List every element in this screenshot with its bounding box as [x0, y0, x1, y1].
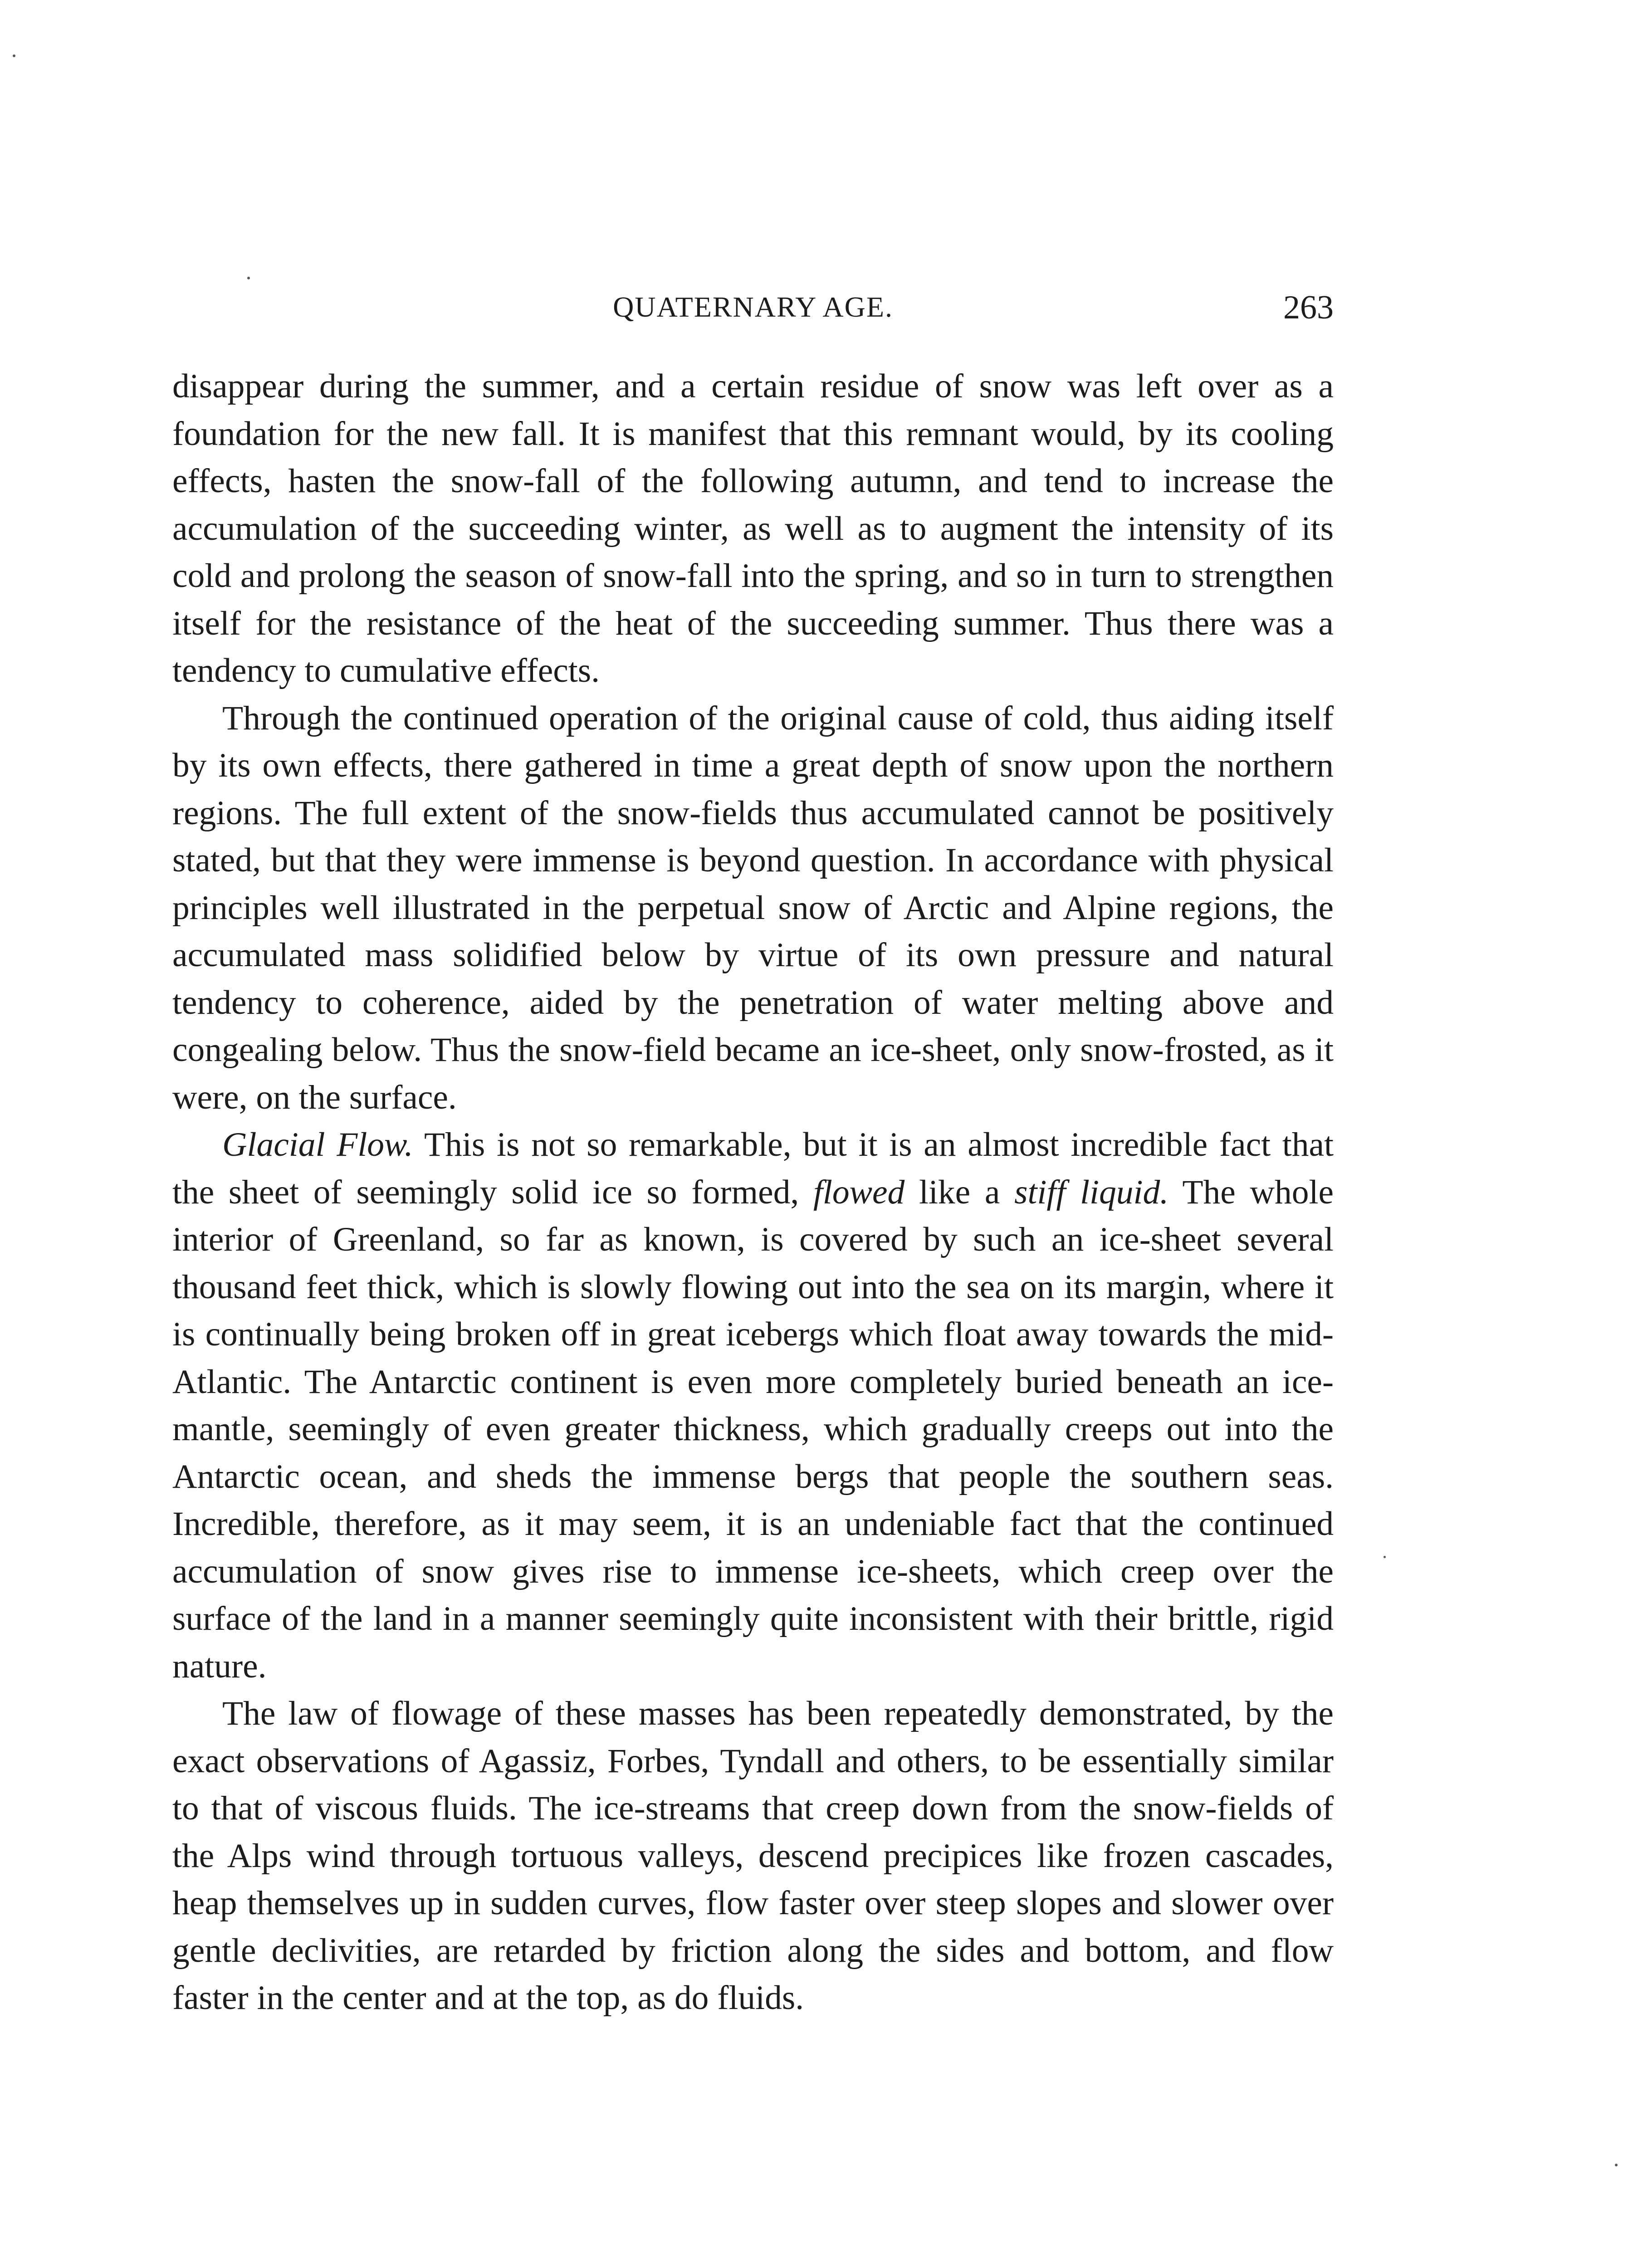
- glacial-flow-text-2: like a: [905, 1173, 1015, 1211]
- section-heading-glacial-flow: Glacial Flow.: [222, 1126, 413, 1163]
- page-number: 263: [1283, 289, 1334, 326]
- glacial-flow-text-3: The whole interior of Greenland, so far as known, is covered by such an ice-sheet several thousand feet thick, which is slowly flowing out into the sea on its margin, where it is continually being broken off in great icebergs which float away towards the mid-Atlantic. The Antarctic continent is even more completely buried beneath an ice-mantle, seemingly of even greater thickness, which gradually creeps out into the Antarctic ocean, and sheds the immense bergs that people the southern seas. Incredible, therefore, as it may seem, it is an undeniable fact that the continued accumulation of snow gives rise to immense ice-sheets, which creep over the surface of the land in a manner seemingly quite inconsistent with their brittle, rigid nature.: [172, 1173, 1334, 1685]
- paragraph-glacial-flow: [172, 1121, 1334, 1690]
- running-title: QUATERNARY AGE.: [613, 291, 893, 323]
- paper-speck: [13, 54, 15, 57]
- running-head: [172, 290, 1334, 331]
- paper-speck: [247, 277, 250, 279]
- italic-stiff-liquid: stiff liquid.: [1014, 1173, 1169, 1211]
- paragraph-law-of-flowage: The law of flowage of these masses has been repeatedly demonstrated, by the exact observations of Agassiz, Forbes, Tyndall and others, to be essentially similar to that of viscous fluids. The ice-streams that creep down from the snow-fields of the Alps wind through tortuous valleys, descend precipices like frozen cascades, heap themselves up in sudden curves, flow faster over steep slopes and slower over gentle declivities, are retarded by friction along the sides and bottom, and flow faster in the center and at the top, as do fluids.: [172, 1695, 1334, 2017]
- paper-speck: [1615, 2164, 1618, 2166]
- body-text: [172, 363, 1334, 2022]
- italic-flowed: flowed: [813, 1173, 905, 1211]
- paragraph-snow-accumulation: Through the continued operation of the original cause of cold, thus aiding itself by its own effects, there gathered in time a great depth of snow upon the northern regions. The full extent of the snow-fields thus accumulated cannot be positively stated, but that they were immense is beyond question. In accordance with physical principles well illustrated in the perpetual snow of Arctic and Alpine regions, the accumulated mass solidified below by virtue of its own pressure and natural tendency to coherence, aided by the penetration of water melting above and congealing below. Thus the snow-field became an ice-sheet, only snow-frosted, as it were, on the surface.: [172, 699, 1334, 1116]
- paper-speck: [1384, 1556, 1386, 1558]
- paragraph-continuation: disappear during the summer, and a certain residue of snow was left over as a foundation for the new fall. It is manifest that this remnant would, by its cooling effects, hasten the snow-fall of the following autumn, and tend to increase the accumulation of the succeeding winter, as well as to augment the intensity of its cold and prolong the season of snow-fall into the spring, and so in turn to strengthen itself for the resistance of the heat of the succeeding summer. Thus there was a tendency to cumulative effects.: [172, 367, 1334, 689]
- glacial-flow-text-1: This is not so remarkable, but it is an almost incredible fact that the sheet of seemingly solid ice so formed,: [172, 1126, 1334, 1211]
